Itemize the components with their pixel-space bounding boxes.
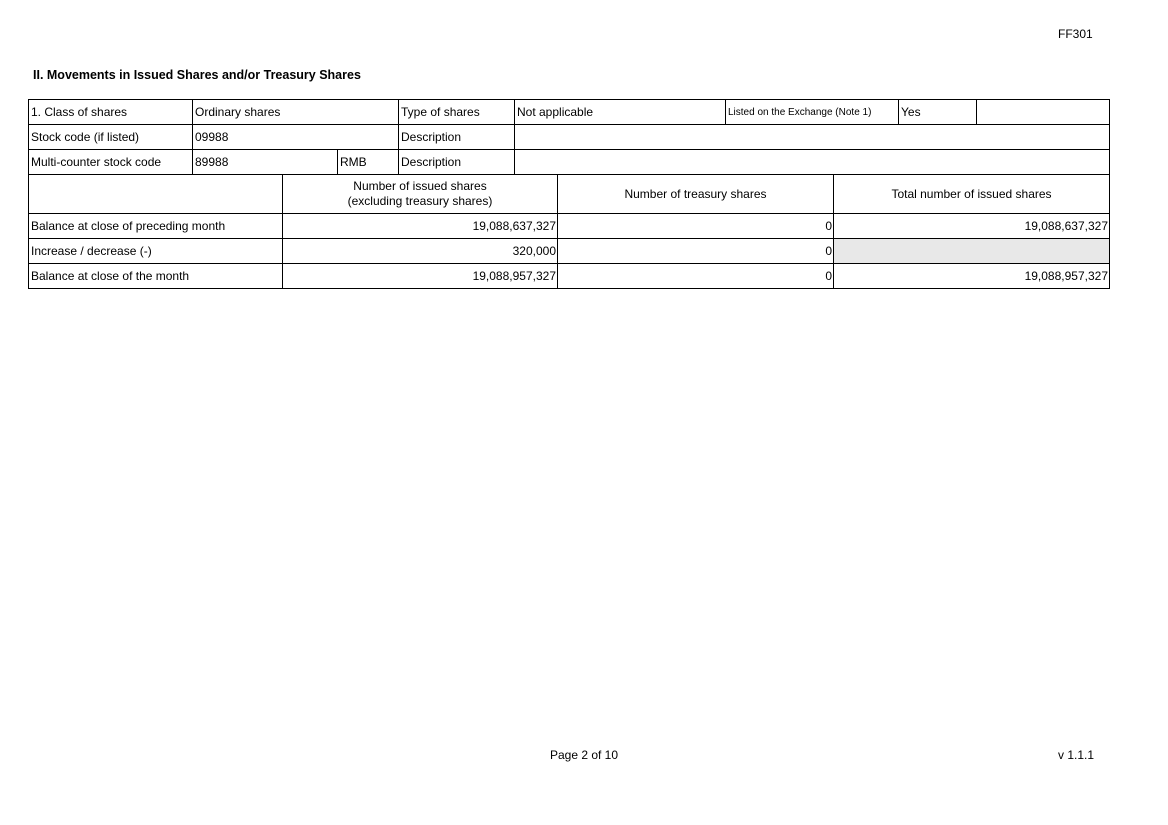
movements-header-row: [29, 175, 1110, 214]
row-label: Balance at close of preceding month: [29, 214, 283, 239]
table-row: [29, 214, 1110, 239]
total-value: 19,088,957,327: [834, 264, 1110, 289]
stock-description: [515, 125, 1110, 150]
header-treasury-shares: Number of treasury shares: [558, 175, 834, 214]
header-total-issued: Total number of issued shares: [834, 175, 1110, 214]
page-number: Page 2 of 10: [549, 748, 619, 762]
total-value: [834, 239, 1110, 264]
multi-counter-value: 89988: [193, 150, 338, 175]
form-code: FF301: [1058, 27, 1093, 41]
section-title: II. Movements in Issued Shares and/or Treasury Shares: [33, 68, 361, 82]
listed-label: Listed on the Exchange (Note 1): [726, 100, 899, 125]
stock-code-row: [29, 125, 1110, 150]
description-label: Description: [399, 125, 515, 150]
multi-counter-label: Multi-counter stock code: [29, 150, 193, 175]
type-value: Not applicable: [515, 100, 726, 125]
treasury-value: 0: [558, 214, 834, 239]
class-value: Ordinary shares: [193, 100, 399, 125]
movements-table: [28, 174, 1110, 289]
class-row: [29, 100, 1110, 125]
treasury-value: 0: [558, 264, 834, 289]
row-label: Balance at close of the month: [29, 264, 283, 289]
type-label: Type of shares: [399, 100, 515, 125]
version-label: v 1.1.1: [1058, 748, 1095, 762]
header-issued-shares: [283, 175, 558, 214]
share-class-info-table: [28, 99, 1110, 175]
header-blank: [29, 175, 283, 214]
header-issued-line2: (excluding treasury shares): [347, 194, 493, 208]
multi-counter-description-label: Description: [399, 150, 515, 175]
multi-counter-currency: RMB: [338, 150, 399, 175]
table-row: [29, 264, 1110, 289]
listed-value: Yes: [899, 100, 977, 125]
multi-counter-row: [29, 150, 1110, 175]
total-value: 19,088,637,327: [834, 214, 1110, 239]
stock-code-label: Stock code (if listed): [29, 125, 193, 150]
issued-value: 320,000: [283, 239, 558, 264]
table-row: [29, 239, 1110, 264]
class-label: 1. Class of shares: [29, 100, 193, 125]
multi-counter-description: [515, 150, 1110, 175]
issued-value: 19,088,637,327: [283, 214, 558, 239]
stock-code-value: 09988: [193, 125, 399, 150]
issued-value: 19,088,957,327: [283, 264, 558, 289]
treasury-value: 0: [558, 239, 834, 264]
header-issued-line1: Number of issued shares: [353, 179, 487, 193]
row-label: Increase / decrease (-): [29, 239, 283, 264]
listed-extra: [977, 100, 1110, 125]
